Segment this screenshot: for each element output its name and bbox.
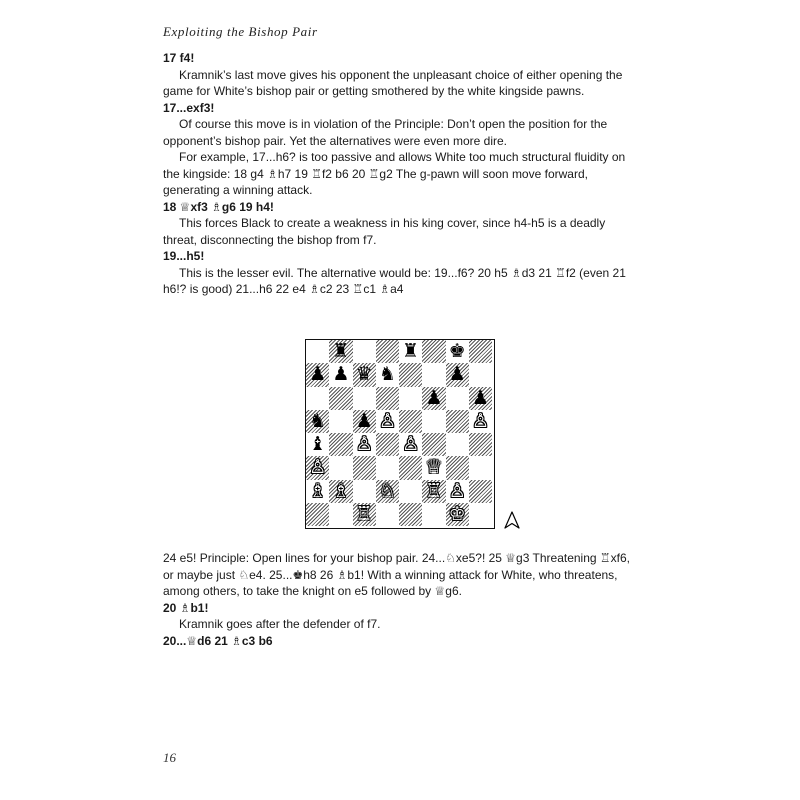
square-f8 [422, 340, 445, 363]
white-piece-icon: ♖ [355, 502, 373, 525]
square-g5 [446, 410, 469, 433]
square-a7 [306, 363, 329, 386]
white-piece-icon: ♗ [332, 479, 350, 502]
square-g3 [446, 456, 469, 479]
square-f2 [422, 480, 445, 503]
white-piece-icon: ♙ [471, 409, 489, 432]
square-a5 [306, 410, 329, 433]
square-d8 [376, 340, 399, 363]
white-piece-icon: ♙ [448, 479, 466, 502]
square-a4 [306, 433, 329, 456]
square-b4 [329, 433, 352, 456]
square-h1 [469, 503, 492, 526]
square-b2 [329, 480, 352, 503]
move-heading: 19...h5! [163, 249, 205, 263]
square-a8 [306, 340, 329, 363]
black-piece-icon: ♞ [309, 409, 327, 432]
black-piece-icon: ♟ [355, 409, 373, 432]
square-b3 [329, 456, 352, 479]
square-b6 [329, 387, 352, 410]
text-block-bottom [163, 550, 638, 649]
black-piece-icon: ♜ [402, 340, 420, 363]
black-piece-icon: ♝ [309, 433, 327, 456]
square-e4 [399, 433, 422, 456]
square-g6 [446, 387, 469, 410]
square-c3 [353, 456, 376, 479]
square-e2 [399, 480, 422, 503]
square-d5 [376, 410, 399, 433]
square-f3 [422, 456, 445, 479]
square-g8 [446, 340, 469, 363]
square-d4 [376, 433, 399, 456]
white-piece-icon: ♙ [355, 433, 373, 456]
square-f5 [422, 410, 445, 433]
white-piece-icon: ♗ [309, 479, 327, 502]
square-c7 [353, 363, 376, 386]
white-piece-icon: ♙ [309, 456, 327, 479]
square-g1 [446, 503, 469, 526]
black-piece-icon: ♟ [448, 363, 466, 386]
commentary-paragraph: This forces Black to create a weakness in his king cover, since h4-h5 is a deadly threat, disconnecting the bishop from f7. [163, 216, 606, 247]
square-a1 [306, 503, 329, 526]
commentary-paragraph: For example, 17...h6? is too passive and allows White too much structural fluidity on the kingside: 18 g4 ♗h7 19 ♖f2 b6 20 ♖g2 The g-pawn will soon move forward, generating a winning attack. [163, 150, 626, 197]
square-a6 [306, 387, 329, 410]
move-heading: 20 ♗b1! [163, 600, 209, 615]
square-h8 [469, 340, 492, 363]
square-h4 [469, 433, 492, 456]
commentary-paragraph: Of course this move is in violation of the Principle: Don’t open the position for the opponent’s bishop pair. Yet the alternatives were even more dire. [163, 117, 608, 148]
square-a3 [306, 456, 329, 479]
square-c4 [353, 433, 376, 456]
move-heading: 18 ♕xf3 ♗g6 19 h4! [163, 199, 274, 214]
square-b8 [329, 340, 352, 363]
square-h5 [469, 410, 492, 433]
black-piece-icon: ♟ [425, 386, 443, 409]
square-c1 [353, 503, 376, 526]
move-heading: 17...exf3! [163, 100, 215, 115]
commentary-paragraph: This is the lesser evil. The alternative would be: 19...f6? 20 h5 ♗d3 21 ♖f2 (even 21 h6!? is good) 21...h6 22 e4 ♗c2 23 ♖c1 ♗a4 [163, 265, 626, 296]
white-piece-icon: ♙ [378, 409, 396, 432]
move-heading: 20...♕d6 21 ♗c3 b6 [163, 633, 273, 648]
square-e8 [399, 340, 422, 363]
commentary-paragraph: Kramnik’s last move gives his opponent the unpleasant choice of either opening the game for White’s bishop pair or getting smothered by the white kingside pawns. [163, 67, 623, 98]
commentary-paragraph: Kramnik goes after the defender of f7. [179, 617, 381, 631]
square-f7 [422, 363, 445, 386]
square-g7 [446, 363, 469, 386]
white-piece-icon: ♖ [425, 479, 443, 502]
white-piece-icon: ♕ [425, 456, 443, 479]
square-g4 [446, 433, 469, 456]
text-block-top [163, 50, 638, 298]
square-c8 [353, 340, 376, 363]
square-d1 [376, 503, 399, 526]
square-h6 [469, 387, 492, 410]
square-d2 [376, 480, 399, 503]
black-piece-icon: ♟ [309, 363, 327, 386]
square-d7 [376, 363, 399, 386]
square-e3 [399, 456, 422, 479]
square-c5 [353, 410, 376, 433]
black-piece-icon: ♜ [332, 340, 350, 363]
running-header: Exploiting the Bishop Pair [163, 24, 318, 39]
square-d6 [376, 387, 399, 410]
square-f1 [422, 503, 445, 526]
white-piece-icon: ♙ [402, 433, 420, 456]
white-to-move-icon [504, 511, 520, 529]
square-e7 [399, 363, 422, 386]
square-h3 [469, 456, 492, 479]
black-piece-icon: ♟ [471, 386, 489, 409]
square-d3 [376, 456, 399, 479]
page-number: 16 [163, 750, 176, 765]
square-b1 [329, 503, 352, 526]
square-b5 [329, 410, 352, 433]
black-piece-icon: ♚ [448, 340, 466, 363]
chess-diagram [305, 339, 495, 529]
move-heading: 17 f4! [163, 51, 195, 65]
square-e5 [399, 410, 422, 433]
square-f6 [422, 387, 445, 410]
square-h7 [469, 363, 492, 386]
white-piece-icon: ♔ [448, 502, 466, 525]
square-h2 [469, 480, 492, 503]
square-c6 [353, 387, 376, 410]
square-a2 [306, 480, 329, 503]
square-g2 [446, 480, 469, 503]
square-f4 [422, 433, 445, 456]
white-piece-icon: ♘ [378, 479, 396, 502]
square-b7 [329, 363, 352, 386]
black-piece-icon: ♞ [378, 363, 396, 386]
black-piece-icon: ♛ [355, 363, 373, 386]
square-c2 [353, 480, 376, 503]
commentary-paragraph: 24 e5! Principle: Open lines for your bishop pair. 24...♘xe5?! 25 ♕g3 Threatening ♖xf6, or maybe just ♘e4. 25...♚h8 26 ♗b1! With a winning attack for White, who threatens, among others, to take the knight on e5 followed by ♕g6. [163, 551, 630, 598]
square-e6 [399, 387, 422, 410]
black-piece-icon: ♟ [332, 363, 350, 386]
square-e1 [399, 503, 422, 526]
